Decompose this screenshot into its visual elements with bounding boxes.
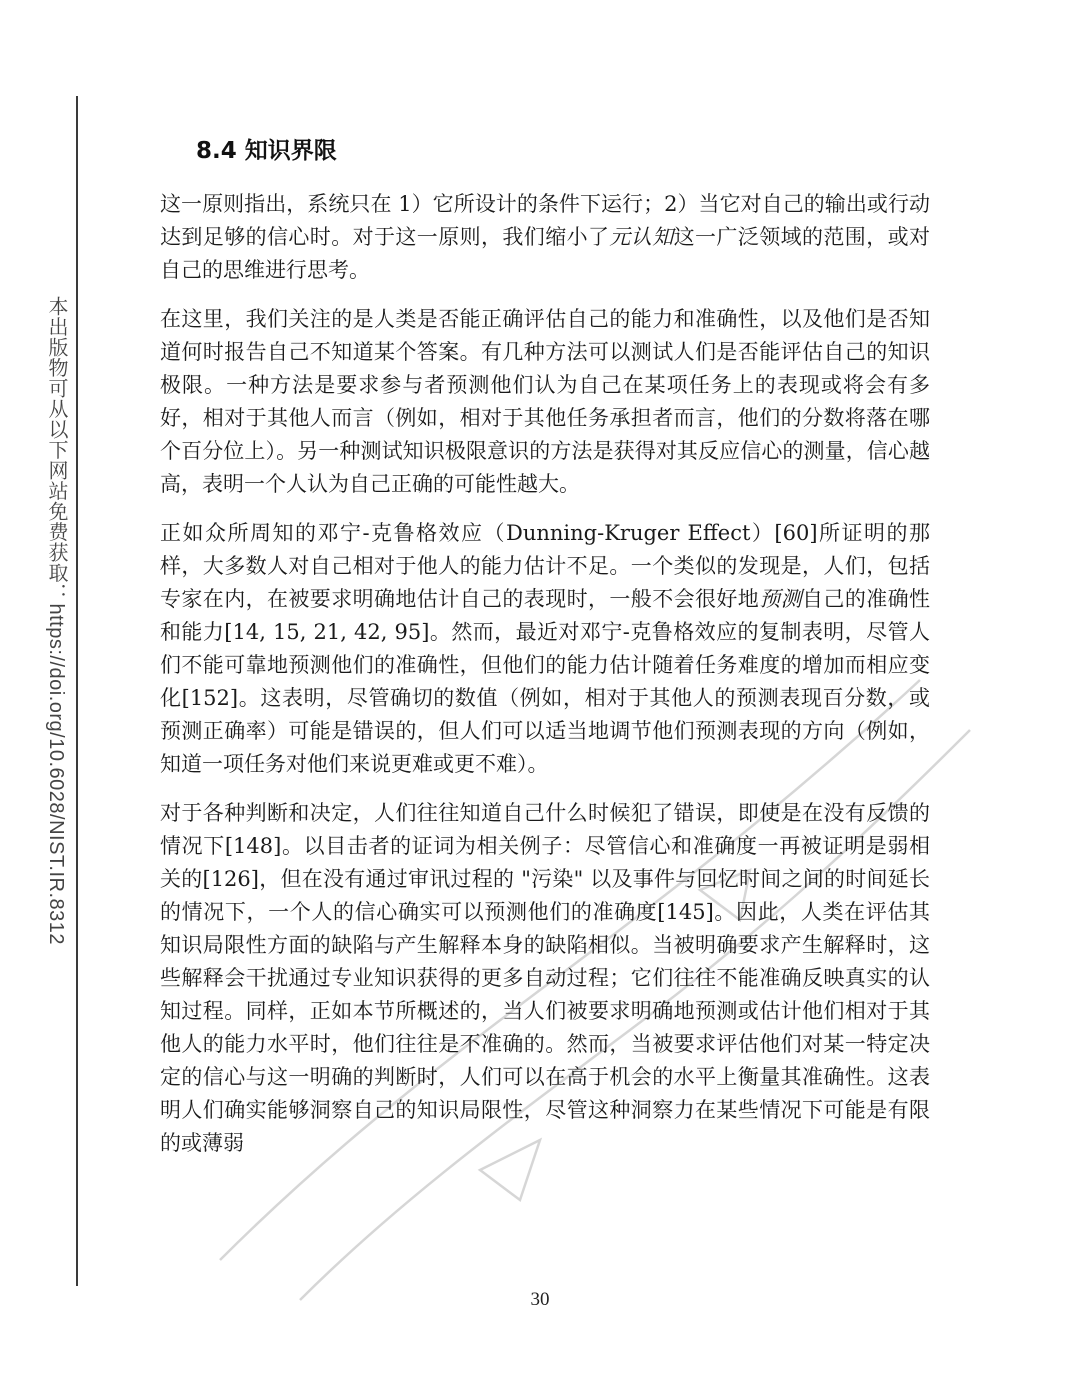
body-text bbox=[160, 188, 930, 1160]
paragraph bbox=[160, 303, 930, 501]
availability-note: 本出版物可从以下网站免费获取：https://doi.org/10.6028/NIST.IR.8312 bbox=[45, 296, 67, 946]
paragraph-text: 对于各种判断和决定，人们往往知道自己什么时候犯了错误，即使是在没有反馈的情况下[148]。以目击者的证词为相关例子：尽管信心和准确度一再被证明是弱相关的[126]，但在没有通过审讯过程的 "污染" 以及事件与回忆时间之间的时间延长的情况下，一个人的信心确实可以预测他们的准确度[145]。因此，人类在评估其知识局限性方面的缺陷与产生解释本身的缺陷相似。当被明确要求产生解释时，这些解释会干扰通过专业知识获得的更多自动过程；它们往往不能准确反映真实的认知过程。同样，正如本节所概述的，当人们被要求明确地预测或估计他们相对于其他人的能力水平时，他们往往是不准确的。然而，当被要求评估他们对某一特定决定的信心与这一明确的判断时，人们可以在高于机会的水平上衡量其准确性。这表明人们确实能够洞察自己的知识局限性，尽管这种洞察力在某些情况下可能是有限的或薄弱 bbox=[160, 801, 930, 1155]
emphasized-text: 预测 bbox=[759, 587, 803, 611]
paragraph bbox=[160, 797, 930, 1160]
paragraph-text: 自己的准确性和能力[14, 15, 21, 42, 95]。然而，最近对邓宁-克鲁格效应的复制表明，尽管人们不能可靠地预测他们的准确性，但他们的能力估计随着任务难度的增加而相应变化[152]。这表明，尽管确切的数值（例如，相对于其他人的预测表现百分数，或预测正确率）可能是错误的，但人们可以适当地调节他们预测表现的方向（例如，知道一项任务对他们来说更难或更不难）。 bbox=[160, 587, 931, 776]
paragraph-text: 这一广泛领域的范围，或对自己的思维进行思考。 bbox=[160, 225, 931, 282]
paragraph-text: 正如众所周知的邓宁-克鲁格效应（Dunning-Kruger Effect）[60]所证明的那样，大多数人对自己相对于他人的能力估计不足。一个类似的发现是，人们，包括专家在内，在被要求明确地估计自己的表现时，一般不会很好地 bbox=[160, 521, 930, 611]
page-content bbox=[160, 128, 930, 1176]
paragraph-text: 在这里，我们关注的是人类是否能正确评估自己的能力和准确性，以及他们是否知道何时报告自己不知道某个答案。有几种方法可以测试人们是否能评估自己的知识极限。一种方法是要求参与者预测他们认为自己在某项任务上的表现或将会有多好，相对于其他人而言（例如，相对于其他任务承担者而言，他们的分数将落在哪个百分位上）。另一种测试知识极限意识的方法是获得对其反应信心的测量，信心越高，表明一个人认为自己正确的可能性越大。 bbox=[160, 307, 930, 496]
page-number: 30 bbox=[530, 1289, 550, 1310]
section-heading: 8.4 知识界限 bbox=[196, 138, 337, 164]
paragraph bbox=[160, 517, 930, 781]
paragraph bbox=[160, 188, 930, 287]
paragraph-text: 这一原则指出，系统只在 1）它所设计的条件下运行；2）当它对自己的输出或行动达到足够的信心时。对于这一原则，我们缩小了 bbox=[160, 192, 930, 249]
emphasized-text: 元认知 bbox=[609, 225, 674, 249]
margin-rule bbox=[76, 96, 78, 1286]
